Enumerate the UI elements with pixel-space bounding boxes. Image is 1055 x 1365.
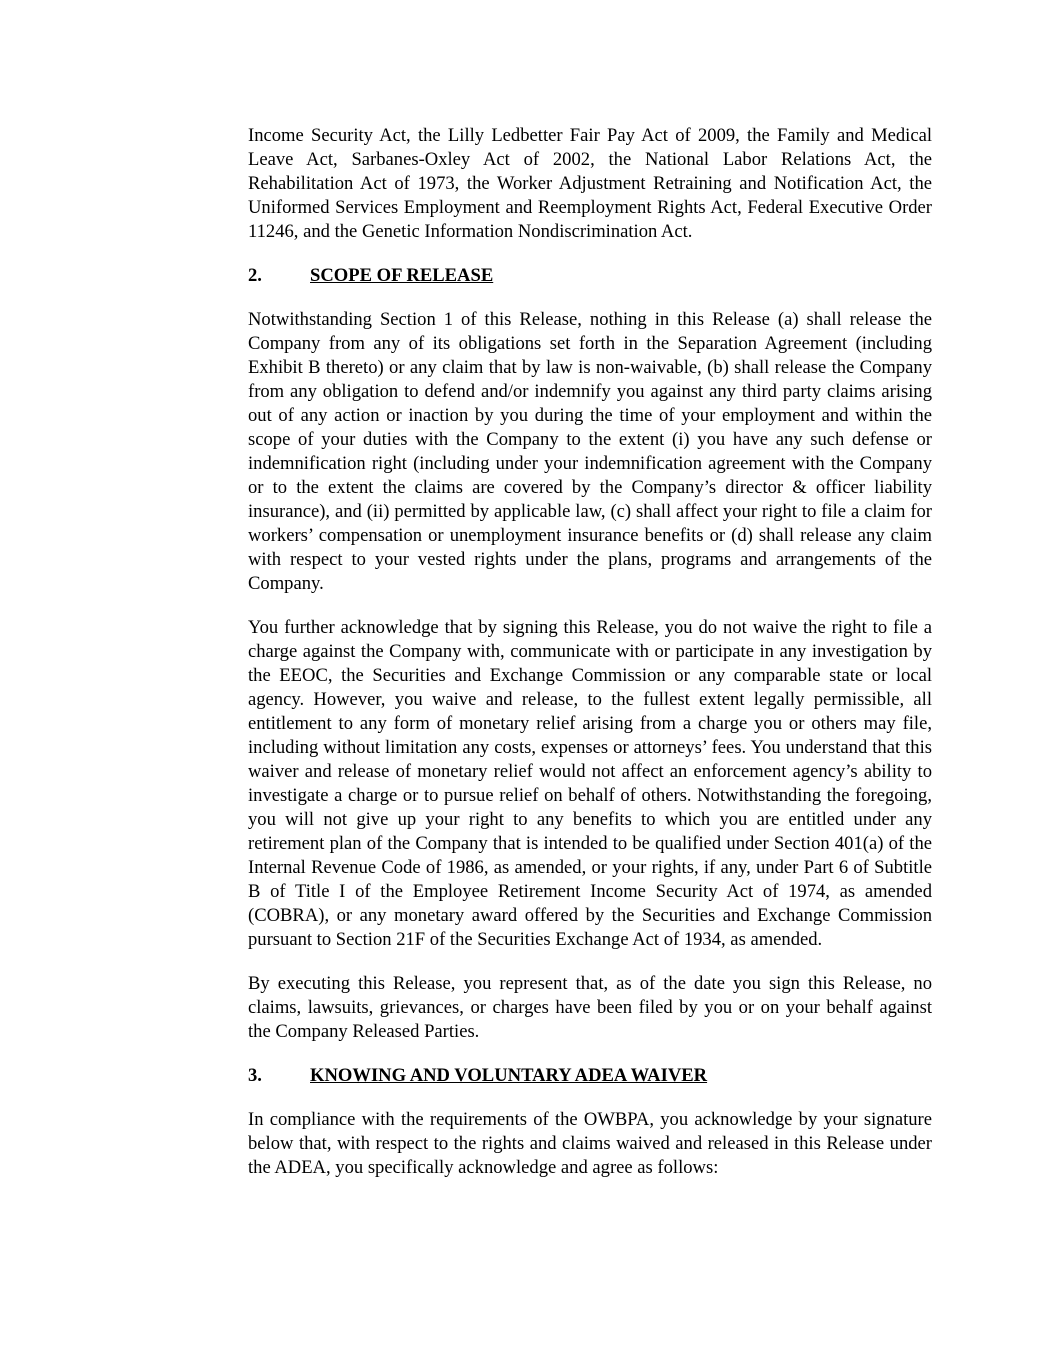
- section-2-title: SCOPE OF RELEASE: [310, 265, 494, 286]
- section-2-number: 2.: [248, 265, 262, 286]
- document-page: [248, 124, 932, 1200]
- section-3-paragraph: In compliance with the requirements of the OWBPA, you acknowledge by your signature below that, with respect to the rights and claims waived and released in this Release under the ADEA, you specifically acknowledge and agree as follows:: [248, 1109, 932, 1178]
- section-3-heading: [248, 1064, 932, 1088]
- section-3-title: KNOWING AND VOLUNTARY ADEA WAIVER: [310, 1065, 708, 1086]
- section-2-heading: [248, 264, 932, 288]
- section-2-paragraph: Notwithstanding Section 1 of this Release, nothing in this Release (a) shall release the Company from any of its obligations set forth in the Separation Agreement (including Exhibit B thereto) or any claim that by law is non-waivable, (b) shall release the Company from any obligation to defend and/or indemnify you against any third party claims arising out of any action or inaction by you during the time of your employment and within the scope of your duties with the Company to the extent (i) you have any such defense or indemnification right (including under your indemnification agreement with the Company or to the extent the claims are covered by the Company’s director & officer liability insurance), and (ii) permitted by applicable law, (c) shall affect your right to file a claim for workers’ compensation or unemployment insurance benefits or (d) shall release any claim with respect to your vested rights under the plans, programs and arrangements of the Company.: [248, 309, 932, 594]
- section-3-number: 3.: [248, 1065, 262, 1086]
- paragraph-intro: Income Security Act, the Lilly Ledbetter Fair Pay Act of 2009, the Family and Medical Leave Act, Sarbanes-Oxley Act of 2002, the National Labor Relations Act, the Rehabilitation Act of 1973, the Worker Adjustment Retraining and Notification Act, the Uniformed Services Employment and Reemployment Rights Act, Federal Executive Order 11246, and the Genetic Information Nondiscrimination Act.: [248, 125, 932, 242]
- section-2-paragraph: By executing this Release, you represent that, as of the date you sign this Release, no claims, lawsuits, grievances, or charges have been filed by you or on your behalf against the Company Released Parties.: [248, 973, 932, 1042]
- section-2-paragraph: You further acknowledge that by signing this Release, you do not waive the right to file a charge against the Company with, communicate with or participate in any investigation by the EEOC, the Securities and Exchange Commission or any comparable state or local agency. However, you waive and release, to the fullest extent legally permissible, all entitlement to any form of monetary relief arising from a charge you or others may file, including without limitation any costs, expenses or attorneys’ fees. You understand that this waiver and release of monetary relief would not affect an enforcement agency’s ability to investigate a charge or to pursue relief on behalf of others. Notwithstanding the foregoing, you will not give up your right to any benefits to which you are entitled under any retirement plan of the Company that is intended to be qualified under Section 401(a) of the Internal Revenue Code of 1986, as amended, or your rights, if any, under Part 6 of Subtitle B of Title I of the Employee Retirement Income Security Act of 1974, as amended (COBRA), or any monetary award offered by the Securities and Exchange Commission pursuant to Section 21F of the Securities Exchange Act of 1934, as amended.: [248, 617, 932, 950]
